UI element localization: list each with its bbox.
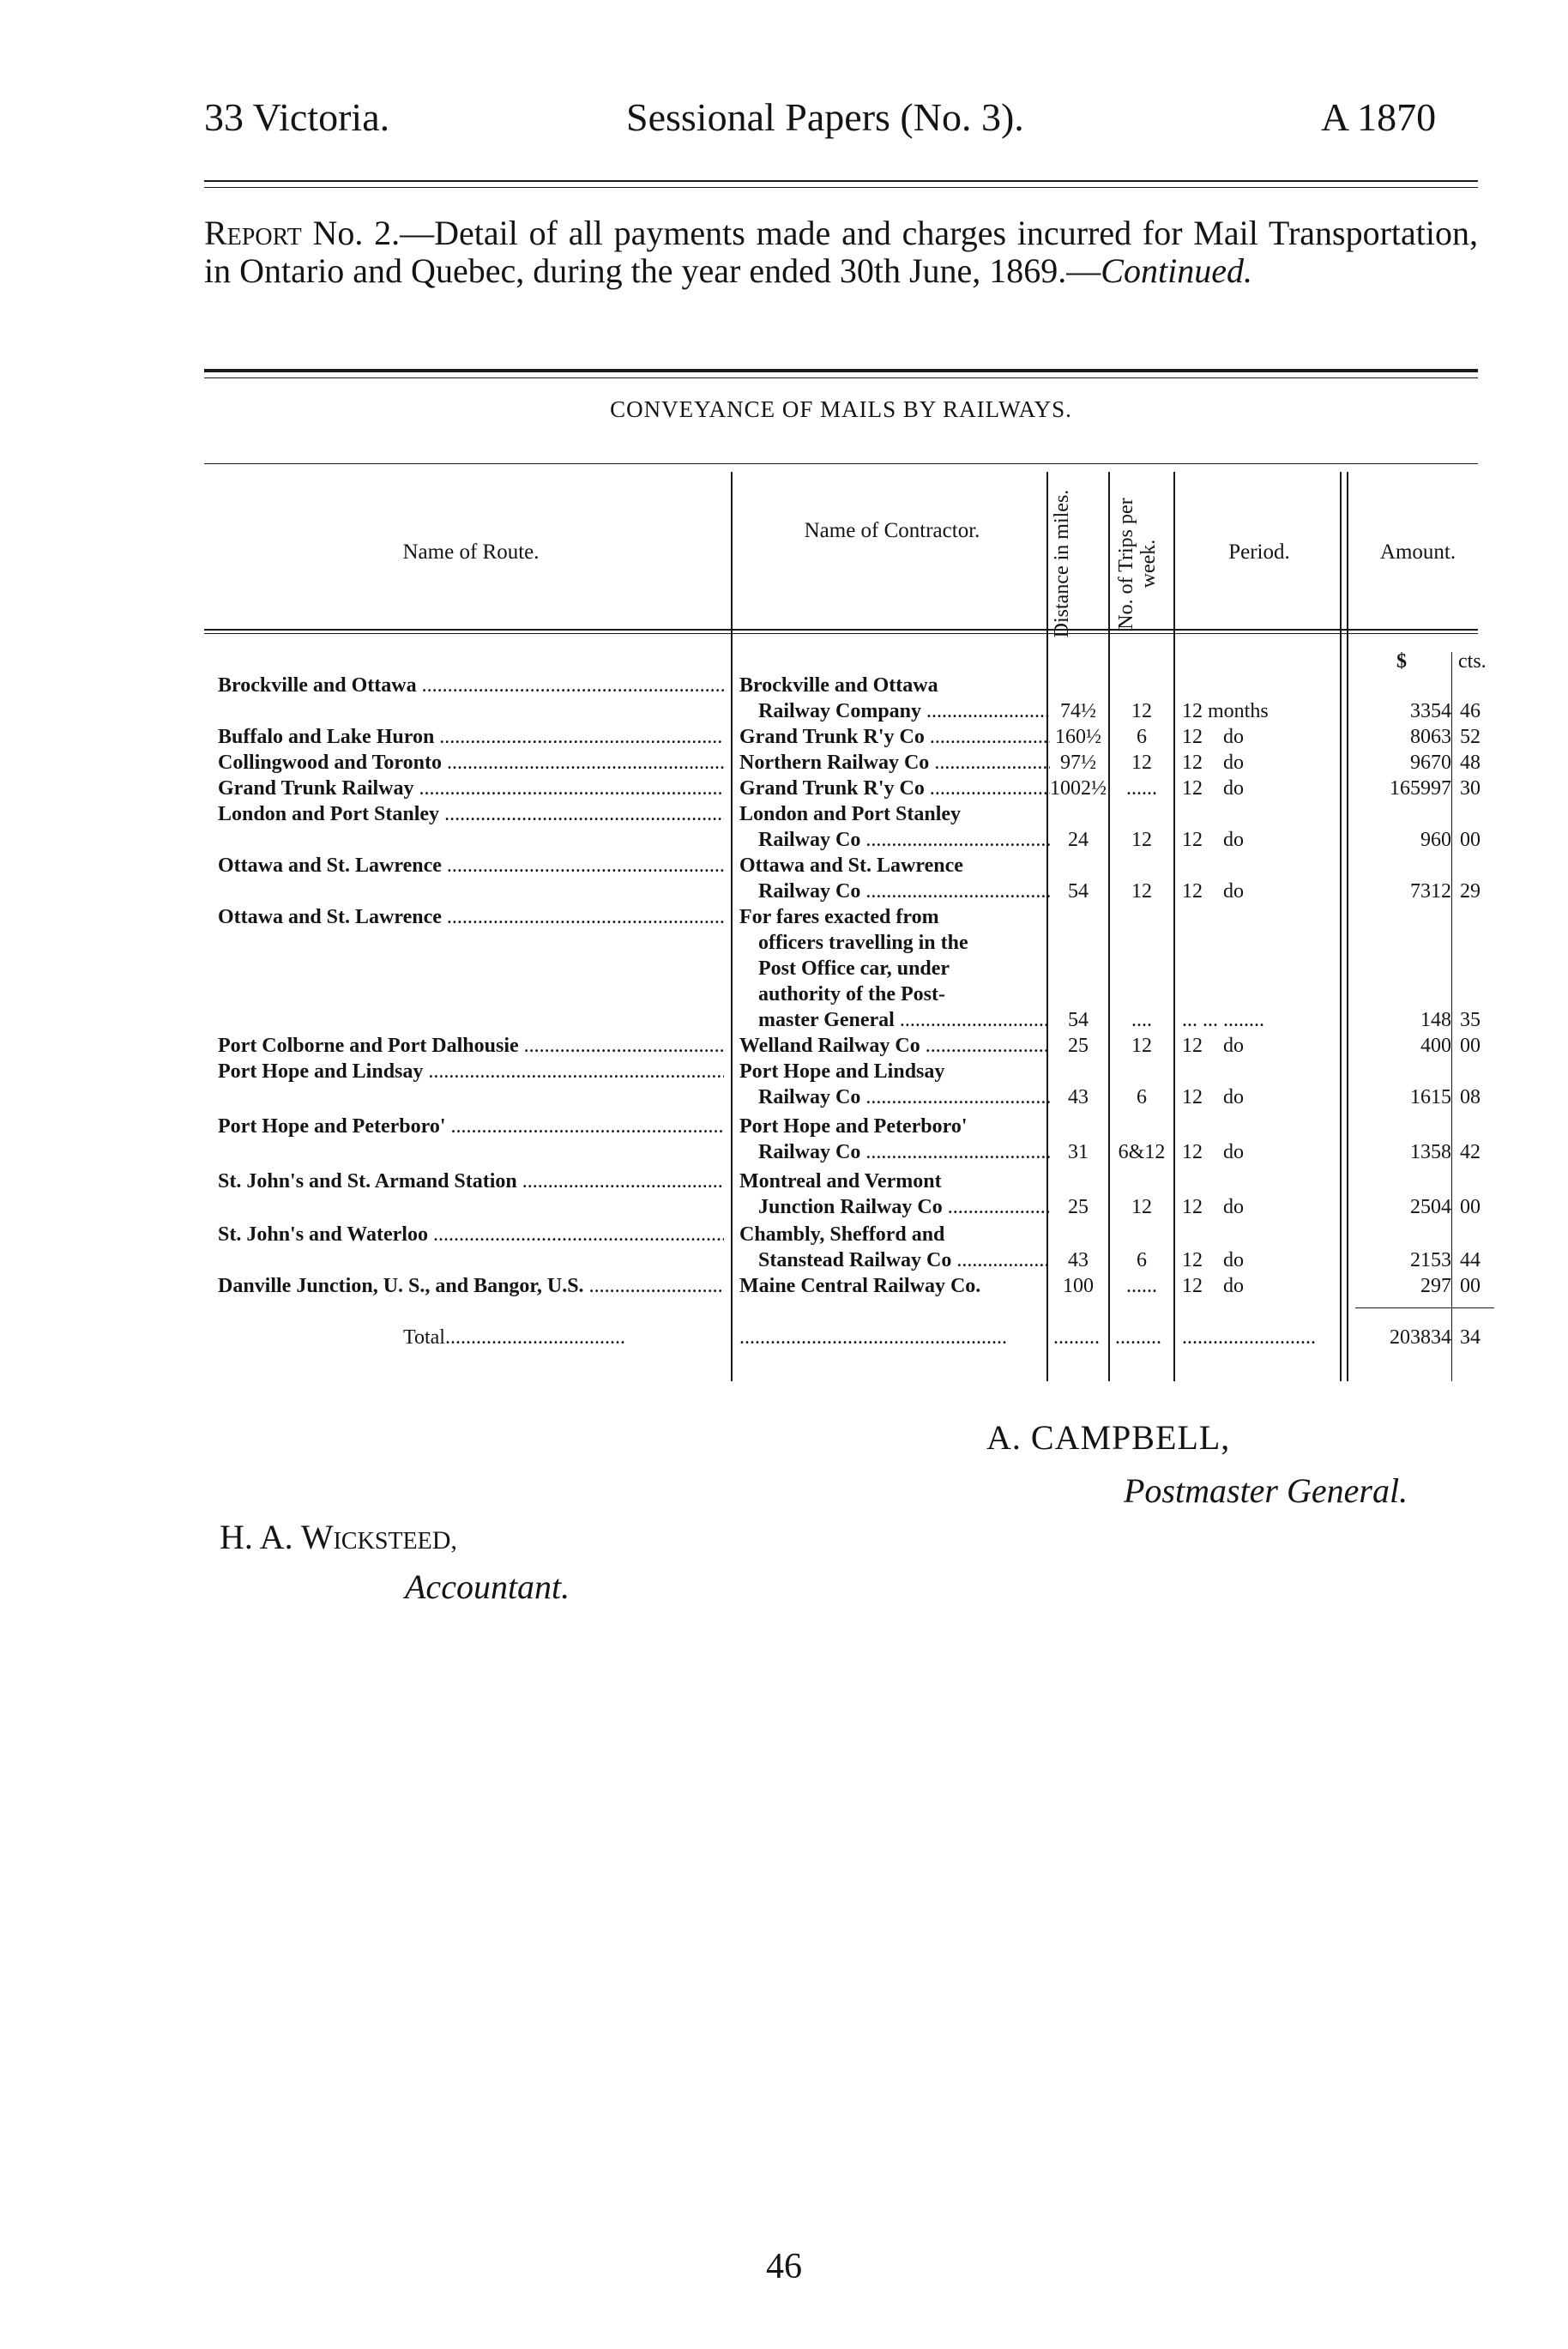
table-row-cents: 46 (1460, 700, 1481, 722)
table-row-dollars: 165997 (1390, 777, 1451, 800)
contractor-line: officers travelling in the (758, 932, 968, 954)
contractor-line: authority of the Post- (758, 983, 945, 1005)
contractor-line: For fares exacted from (739, 906, 939, 928)
table-row-trips: 6 (1137, 726, 1147, 748)
table-row-period: 12 do (1182, 726, 1244, 748)
contractor-line: Port Hope and Peterboro' (739, 1115, 968, 1138)
contractor-line: Post Office car, under (758, 957, 950, 980)
table-row-dollars: 3354 (1410, 700, 1451, 722)
table-row-route: Port Hope and Lindsay ..... (218, 1059, 724, 1084)
col-header-dollars: $ (1396, 650, 1407, 673)
table-row-dollars: 8063 (1410, 726, 1451, 748)
total-label: Total................................... (403, 1326, 625, 1349)
table-row-contractor (739, 904, 1050, 1033)
table-row-distance: 97½ (1060, 752, 1096, 774)
accountant-signature-title: Accountant. (405, 1567, 570, 1606)
header-title: Sessional Papers (No. 3). (626, 95, 1024, 139)
table-row-route: Danville Junction, U. S., and Bangor, U.S. ..... (218, 1273, 724, 1299)
table-row-trips: 12 (1131, 1196, 1152, 1218)
table-row-cents: 00 (1460, 1035, 1481, 1057)
table-row-cents: 48 (1460, 752, 1481, 774)
table-row-period: 12 do (1182, 829, 1244, 851)
contractor-line: Junction Railway Co ..... (739, 1194, 1050, 1220)
col-divider-cents (1451, 652, 1452, 1381)
table-row-distance: 31 (1068, 1141, 1089, 1163)
total-label-text: Total (403, 1326, 445, 1349)
contractor-line: Ottawa and St. Lawrence (739, 854, 963, 877)
table-row-contractor (739, 1114, 1050, 1165)
report-label: Report (204, 214, 302, 252)
table-row-contractor: Maine Central Railway Co. (739, 1275, 981, 1297)
total-dollars: 203834 (1390, 1326, 1451, 1349)
contractor-line: Railway Co ..... (739, 1084, 1050, 1110)
table-row-trips: ...... (1126, 1275, 1157, 1297)
table-row-distance: 25 (1068, 1035, 1089, 1057)
col-divider-distance (1108, 472, 1110, 1381)
table-row-cents: 42 (1460, 1141, 1481, 1163)
table-row-cents: 52 (1460, 726, 1481, 748)
col-divider-trips (1173, 472, 1175, 1381)
table-row-contractor: Grand Trunk R'y Co ..... (739, 724, 1050, 750)
header-bottom-rule-2 (204, 633, 1478, 634)
table-row-distance: 43 (1068, 1086, 1089, 1108)
table-row-period: 12 do (1182, 1035, 1244, 1057)
table-row-trips: ...... (1126, 777, 1157, 800)
table-row-trips: 12 (1131, 700, 1152, 722)
table-caption: CONVEYANCE OF MAILS BY RAILWAYS. (610, 396, 1072, 422)
table-row-distance: 24 (1068, 829, 1089, 851)
table-row-contractor (739, 801, 1050, 853)
total-distance-dots: ......... (1053, 1326, 1100, 1349)
col-header-distance: Distance in miles. (1051, 489, 1073, 638)
table-row-period: 12 do (1182, 1086, 1244, 1108)
table-row-route: Ottawa and St. Lawrence ..... (218, 853, 724, 879)
table-row-trips: 12 (1131, 752, 1152, 774)
contractor-line: London and Port Stanley (739, 803, 962, 825)
table-row-contractor (739, 1222, 1050, 1273)
contractor-line: Railway Co ..... (739, 827, 1050, 853)
table-row-route: London and Port Stanley ..... (218, 801, 724, 827)
total-period-dots: .......................... (1182, 1326, 1316, 1349)
table-row-distance: 160½ (1055, 726, 1101, 748)
contractor-line: master General ..... (739, 1007, 1050, 1033)
table-row-distance: 100 (1063, 1275, 1094, 1297)
table-row-dollars: 148 (1420, 1009, 1451, 1031)
table-top-rule (204, 463, 1478, 464)
table-row-cents: 30 (1460, 777, 1481, 800)
table-row-route: St. John's and Waterloo ..... (218, 1222, 724, 1247)
table-row-period: 12 do (1182, 752, 1244, 774)
table-row-cents: 44 (1460, 1249, 1481, 1271)
table-row-cents: 00 (1460, 829, 1481, 851)
contractor-line: Port Hope and Lindsay (739, 1060, 945, 1083)
col-divider-route (731, 472, 733, 1381)
col-header-contractor: Name of Contractor. (804, 519, 980, 542)
contractor-line: Brockville and Ottawa (739, 674, 938, 697)
table-row-route: St. John's and St. Armand Station ..... (218, 1168, 724, 1194)
table-row-contractor: Welland Railway Co ..... (739, 1033, 1050, 1059)
table-row-contractor (739, 1059, 1050, 1110)
table-row-distance: 54 (1068, 880, 1089, 903)
table-row-cents: 29 (1460, 880, 1481, 903)
contractor-line: Railway Co ..... (739, 879, 1050, 904)
table-row-contractor: Northern Railway Co ..... (739, 750, 1050, 776)
table-row-trips: .... (1131, 1009, 1152, 1031)
header-session: 33 Victoria. (204, 95, 390, 139)
total-rule (1355, 1307, 1494, 1308)
report-continued: Continued. (1101, 251, 1252, 290)
table-row-distance: 54 (1068, 1009, 1089, 1031)
table-row-period: 12 do (1182, 777, 1244, 800)
table-row-route: Port Hope and Peterboro' ..... (218, 1114, 724, 1139)
table-row-route: Collingwood and Toronto ..... (218, 750, 724, 776)
table-row-contractor (739, 673, 1050, 724)
title-rule-thin (204, 377, 1478, 378)
table-row-distance: 43 (1068, 1249, 1089, 1271)
table-row-trips: 12 (1131, 1035, 1152, 1057)
contractor-line: Chambly, Shefford and (739, 1223, 945, 1246)
table-row-route: Port Colborne and Port Dalhousie ..... (218, 1033, 724, 1059)
table-row-dollars: 297 (1420, 1275, 1451, 1297)
accountant-signature-name (220, 1517, 457, 1557)
table-row-dollars: 7312 (1410, 880, 1451, 903)
table-row-period: 12 do (1182, 1275, 1244, 1297)
table-row-dollars: 400 (1420, 1035, 1451, 1057)
table-row-period: 12 do (1182, 1249, 1244, 1271)
table-row-dollars: 1358 (1410, 1141, 1451, 1163)
contractor-line: Montreal and Vermont (739, 1170, 942, 1193)
contractor-line: Railway Company ..... (739, 698, 1050, 724)
pmg-signature-name: A. CAMPBELL, (986, 1418, 1231, 1457)
col-header-route: Name of Route. (402, 540, 540, 564)
col-header-amount: Amount. (1379, 540, 1456, 564)
table-row-dollars: 2153 (1410, 1249, 1451, 1271)
contractor-line: Stanstead Railway Co ..... (739, 1247, 1050, 1273)
table-row-route: Brockville and Ottawa ..... (218, 673, 724, 698)
col-header-cents: cts. (1458, 650, 1487, 673)
table-row-dollars: 960 (1420, 829, 1451, 851)
table-row-route: Buffalo and Lake Huron ..... (218, 724, 724, 750)
table-row-contractor (739, 1168, 1050, 1220)
table-row-period: 12 do (1182, 880, 1244, 903)
table-row-cents: 08 (1460, 1086, 1481, 1108)
table-row-contractor (739, 853, 1050, 904)
table-row-trips: 12 (1131, 829, 1152, 851)
pmg-signature-title: Postmaster General. (1124, 1471, 1408, 1510)
table-row-route: Grand Trunk Railway ..... (218, 776, 724, 801)
header-year: A 1870 (1321, 95, 1437, 139)
table-row-dollars: 2504 (1410, 1196, 1451, 1218)
table-row-distance: 1002½ (1050, 777, 1107, 800)
table-row-cents: 00 (1460, 1275, 1481, 1297)
report-title (204, 214, 1478, 290)
accountant-name-end: D, (431, 1526, 457, 1555)
col-divider-period (1340, 472, 1342, 1381)
total-contractor-dots: .................................................... (739, 1326, 1007, 1349)
table-row-distance: 74½ (1060, 700, 1096, 722)
accountant-name-text: H. A. Wickstee (220, 1518, 432, 1556)
col-header-period: Period. (1228, 540, 1290, 564)
header-rule-top (204, 180, 1478, 182)
table-row-cents: 35 (1460, 1009, 1481, 1031)
table-row-period: ... ... ........ (1182, 1009, 1264, 1031)
table-row-dollars: 9670 (1410, 752, 1451, 774)
table-row-contractor: Grand Trunk R'y Co ..... (739, 776, 1050, 801)
report-text: No. 2.—Detail of all payments made and charges incurred for Mail Transportation, in Ontario and Quebec, during the year ended 30th June, 1869.— (204, 214, 1478, 290)
contractor-line: Railway Co ..... (739, 1139, 1050, 1165)
col-divider-period-2 (1347, 472, 1348, 1381)
col-header-trips: No. of Trips per week. (1115, 498, 1160, 630)
total-trips-dots: ......... (1115, 1326, 1161, 1349)
page-number: 46 (766, 2247, 802, 2286)
table-row-trips: 6&12 (1118, 1141, 1166, 1163)
table-row-trips: 6 (1137, 1086, 1147, 1108)
table-row-period: 12 months (1182, 700, 1269, 722)
table-row-distance: 25 (1068, 1196, 1089, 1218)
table-row-trips: 6 (1137, 1249, 1147, 1271)
table-row-route: Ottawa and St. Lawrence ..... (218, 904, 724, 930)
table-row-dollars: 1615 (1410, 1086, 1451, 1108)
title-rule-thick (204, 369, 1478, 372)
header-rule-bottom (204, 187, 1478, 188)
table-row-period: 12 do (1182, 1141, 1244, 1163)
header-bottom-rule (204, 629, 1478, 631)
table-row-cents: 00 (1460, 1196, 1481, 1218)
total-cents: 34 (1460, 1326, 1481, 1349)
table-row-trips: 12 (1131, 880, 1152, 903)
table-row-period: 12 do (1182, 1196, 1244, 1218)
